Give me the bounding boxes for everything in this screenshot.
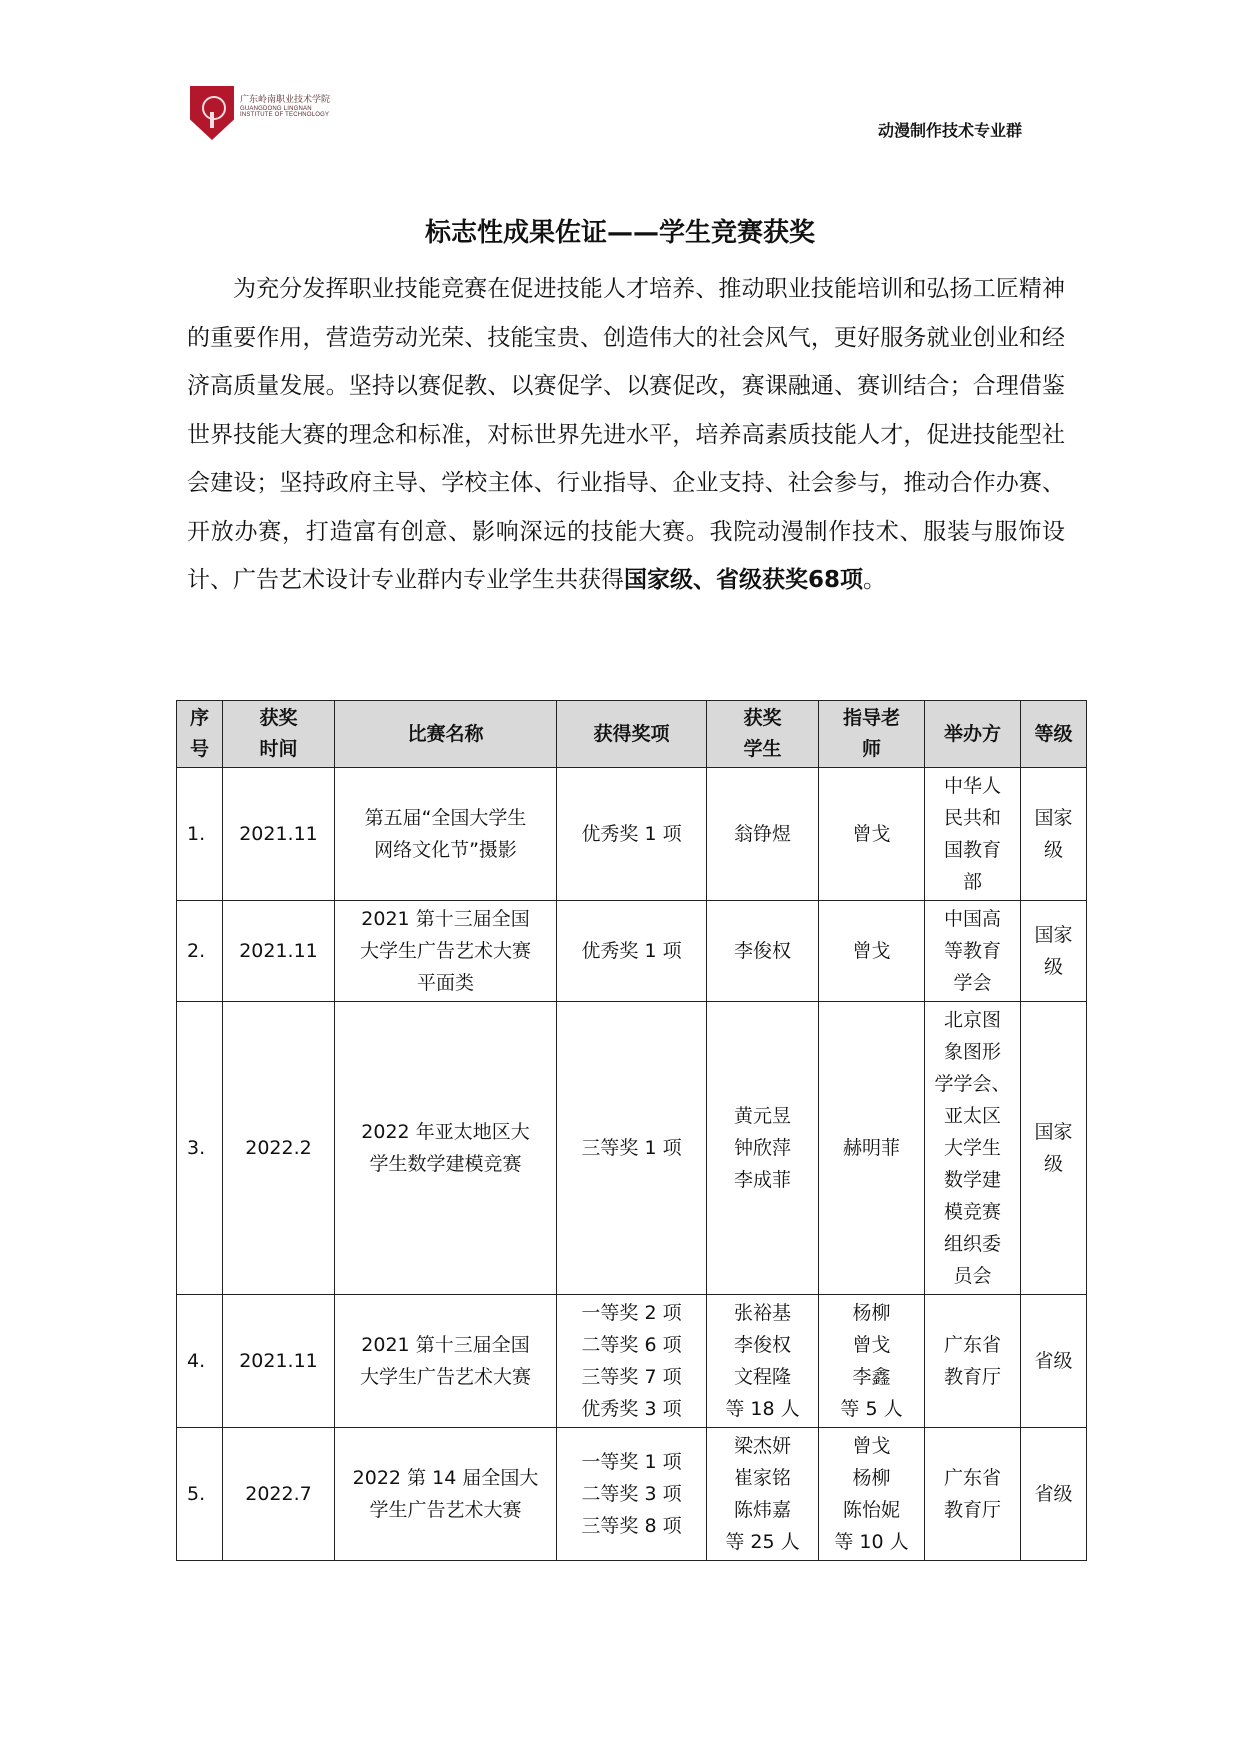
cell-name — [335, 901, 557, 1002]
cell-name-line: 网络文化节”摄影 — [374, 839, 517, 861]
cell-organizer — [925, 1428, 1021, 1561]
header-time-2: 时间 — [259, 738, 298, 760]
cell-students-line: 崔家铭 — [733, 1467, 791, 1489]
cell-award-line: 一等奖 2 项 — [581, 1302, 682, 1324]
cell-students-line: 李俊权 — [733, 940, 791, 962]
cell-award — [557, 1002, 707, 1295]
logo-en-line-1: GUANGDONG LINGNAN — [240, 105, 312, 112]
header-no — [177, 701, 223, 768]
cell-award — [557, 1295, 707, 1428]
header-no-2: 号 — [189, 738, 209, 760]
cell-teachers-line: 曾戈 — [852, 940, 891, 962]
cell-level-line: 国家 — [1034, 924, 1073, 946]
awards-table-body — [177, 768, 1087, 1561]
cell-level-line: 省级 — [1034, 1483, 1073, 1505]
cell-organizer-line: 模竞赛 — [943, 1201, 1001, 1223]
cell-organizer-line: 教育厅 — [943, 1499, 1001, 1521]
cell-teachers — [819, 768, 925, 901]
cell-name — [335, 1295, 557, 1428]
cell-organizer-line: 民共和 — [943, 807, 1001, 829]
cell-students-line: 黄元昱 — [733, 1105, 791, 1127]
cell-teachers-line: 曾戈 — [852, 1334, 891, 1356]
intro-paragraph — [187, 265, 1065, 605]
table-row — [177, 901, 1087, 1002]
cell-organizer — [925, 901, 1021, 1002]
cell-name-line: 大学生广告艺术大赛 — [359, 940, 531, 962]
table-row — [177, 1002, 1087, 1295]
cell-time: 2021.11 — [223, 1295, 335, 1428]
cell-organizer-line: 组织委 — [943, 1233, 1001, 1255]
cell-award-line: 二等奖 3 项 — [581, 1483, 682, 1505]
cell-organizer-line: 部 — [962, 871, 982, 893]
cell-organizer-line: 广东省 — [943, 1334, 1001, 1356]
header-organizer: 举办方 — [925, 701, 1021, 768]
table-row — [177, 1428, 1087, 1561]
header-students — [707, 701, 819, 768]
cell-teachers-line: 李鑫 — [852, 1366, 891, 1388]
header-students-1: 获奖 — [743, 707, 782, 729]
cell-time: 2021.11 — [223, 901, 335, 1002]
cell-teachers — [819, 901, 925, 1002]
cell-name-line: 2022 年亚太地区大 — [361, 1121, 530, 1143]
cell-name-line: 第五届“全国大学生 — [364, 807, 527, 829]
cell-organizer-line: 中华人 — [943, 775, 1001, 797]
intro-text: 为充分发挥职业技能竞赛在促进技能人才培养、推动职业技能培训和弘扬工匠精神的重要作用，营造劳动光荣、技能宝贵、创造伟大的社会风气，更好服务就业创业和经济高质量发展。坚持以赛促教、以赛促学、以赛促改，赛课融通、赛训结合；合理借鉴世界技能大赛的理念和标准，对标世界先进水平，培养高素质技能人才，促进技能型社会建设；坚持政府主导、学校主体、行业指导、企业支持、社会参与，推动合作办赛、开放办赛，打造富有创意、影响深远的技能大赛。我院动漫制作技术、服装与服饰设计、广告艺术设计专业群内专业学生共获得 — [187, 276, 1065, 593]
cell-level — [1021, 901, 1087, 1002]
cell-teachers-line: 杨柳 — [852, 1467, 891, 1489]
cell-teachers-line: 等 10 人 — [834, 1531, 909, 1553]
cell-level-line: 级 — [1043, 1153, 1063, 1175]
cell-organizer-line: 亚太区 — [943, 1105, 1001, 1127]
cell-level-line: 国家 — [1034, 1121, 1073, 1143]
cell-students — [707, 901, 819, 1002]
intro-end: 。 — [863, 567, 887, 593]
cell-organizer-line: 学学会、 — [934, 1073, 1011, 1095]
cell-organizer-line: 教育厅 — [943, 1366, 1001, 1388]
cell-level — [1021, 768, 1087, 901]
cell-name-line: 平面类 — [416, 972, 474, 994]
header-no-1: 序 — [189, 707, 209, 729]
cell-award-line: 三等奖 7 项 — [581, 1366, 682, 1388]
cell-organizer-line: 中国高 — [943, 908, 1001, 930]
school-logo — [190, 86, 330, 142]
cell-teachers-line: 陈怡妮 — [842, 1499, 900, 1521]
cell-name-line: 学生数学建模竞赛 — [369, 1153, 522, 1175]
table-row — [177, 1295, 1087, 1428]
cell-award-line: 优秀奖 1 项 — [581, 823, 682, 845]
cell-award-line: 优秀奖 3 项 — [581, 1398, 682, 1420]
cell-level-line: 级 — [1043, 839, 1063, 861]
cell-name-line: 大学生广告艺术大赛 — [359, 1366, 531, 1388]
cell-students — [707, 1295, 819, 1428]
cell-organizer-line: 象图形 — [943, 1041, 1001, 1063]
cell-no: 4. — [177, 1295, 223, 1428]
cell-award-line: 二等奖 6 项 — [581, 1334, 682, 1356]
cell-name — [335, 1428, 557, 1561]
header-teachers-2: 师 — [861, 738, 881, 760]
cell-organizer-line: 数学建 — [943, 1169, 1001, 1191]
cell-organizer — [925, 1295, 1021, 1428]
cell-award-line: 优秀奖 1 项 — [581, 940, 682, 962]
cell-level-line: 国家 — [1034, 807, 1073, 829]
cell-name-line: 学生广告艺术大赛 — [369, 1499, 522, 1521]
cell-level — [1021, 1002, 1087, 1295]
cell-students-line: 李成菲 — [733, 1169, 791, 1191]
cell-organizer-line: 北京图 — [943, 1009, 1001, 1031]
cell-organizer-line: 学会 — [953, 972, 992, 994]
group-name: 动漫制作技术专业群 — [877, 121, 1022, 140]
cell-teachers-line: 等 5 人 — [840, 1398, 903, 1420]
cell-name-line: 2021 第十三届全国 — [361, 1334, 530, 1356]
header-name: 比赛名称 — [335, 701, 557, 768]
cell-time: 2022.2 — [223, 1002, 335, 1295]
cell-award-line: 一等奖 1 项 — [581, 1451, 682, 1473]
cell-name-line: 2022 第 14 届全国大 — [352, 1467, 539, 1489]
cell-time: 2021.11 — [223, 768, 335, 901]
cell-students — [707, 1002, 819, 1295]
cell-students-line: 梁杰妍 — [733, 1435, 791, 1457]
cell-level-line: 级 — [1043, 956, 1063, 978]
cell-students-line: 钟欣萍 — [733, 1137, 791, 1159]
cell-award — [557, 768, 707, 901]
cell-time: 2022.7 — [223, 1428, 335, 1561]
cell-organizer — [925, 768, 1021, 901]
cell-organizer-line: 大学生 — [943, 1137, 1001, 1159]
table-row — [177, 768, 1087, 901]
cell-teachers-line: 曾戈 — [852, 1435, 891, 1457]
cell-award — [557, 901, 707, 1002]
cell-students-line: 张裕基 — [733, 1302, 791, 1324]
cell-organizer-line: 广东省 — [943, 1467, 1001, 1489]
cell-teachers — [819, 1295, 925, 1428]
header-level: 等级 — [1021, 701, 1087, 768]
school-crest-icon — [190, 86, 234, 140]
cell-teachers-line: 曾戈 — [852, 823, 891, 845]
cell-level — [1021, 1295, 1087, 1428]
cell-organizer — [925, 1002, 1021, 1295]
awards-table — [176, 700, 1087, 1561]
cell-organizer-line: 国教育 — [943, 839, 1001, 861]
cell-no: 2. — [177, 901, 223, 1002]
header-award: 获得奖项 — [557, 701, 707, 768]
cell-students-line: 陈炜嘉 — [733, 1499, 791, 1521]
cell-teachers-line: 赫明菲 — [842, 1137, 900, 1159]
cell-award-line: 三等奖 8 项 — [581, 1515, 682, 1537]
cell-students — [707, 768, 819, 901]
header-teachers — [819, 701, 925, 768]
cell-award — [557, 1428, 707, 1561]
header-time — [223, 701, 335, 768]
cell-organizer-line: 员会 — [953, 1265, 992, 1287]
cell-no: 5. — [177, 1428, 223, 1561]
header-teachers-1: 指导老 — [842, 707, 900, 729]
logo-en-line-2: INSTITUTE OF TECHNOLOGY — [240, 112, 330, 119]
intro-count: 68项 — [808, 567, 864, 593]
cell-award-line: 三等奖 1 项 — [581, 1137, 682, 1159]
cell-level-line: 省级 — [1034, 1350, 1073, 1372]
page-title: 标志性成果佐证——学生竞赛获奖 — [424, 218, 815, 248]
cell-students — [707, 1428, 819, 1561]
table-header-row — [177, 701, 1087, 768]
cell-students-line: 等 18 人 — [725, 1398, 800, 1420]
header-time-1: 获奖 — [259, 707, 298, 729]
cell-name-line: 2021 第十三届全国 — [361, 908, 530, 930]
cell-name — [335, 768, 557, 901]
cell-no: 1. — [177, 768, 223, 901]
logo-text — [240, 96, 330, 119]
cell-teachers — [819, 1428, 925, 1561]
cell-teachers-line: 杨柳 — [852, 1302, 891, 1324]
cell-no: 3. — [177, 1002, 223, 1295]
cell-level — [1021, 1428, 1087, 1561]
cell-organizer-line: 等教育 — [943, 940, 1001, 962]
logo-cn-name: 广东岭南职业技术学院 — [240, 95, 331, 105]
intro-highlight: 国家级、省级获奖 — [624, 567, 808, 593]
header-students-2: 学生 — [743, 738, 782, 760]
cell-students-line: 李俊权 — [733, 1334, 791, 1356]
cell-students-line: 翁铮煜 — [733, 823, 791, 845]
cell-students-line: 等 25 人 — [725, 1531, 800, 1553]
cell-students-line: 文程隆 — [733, 1366, 791, 1388]
cell-name — [335, 1002, 557, 1295]
cell-teachers — [819, 1002, 925, 1295]
